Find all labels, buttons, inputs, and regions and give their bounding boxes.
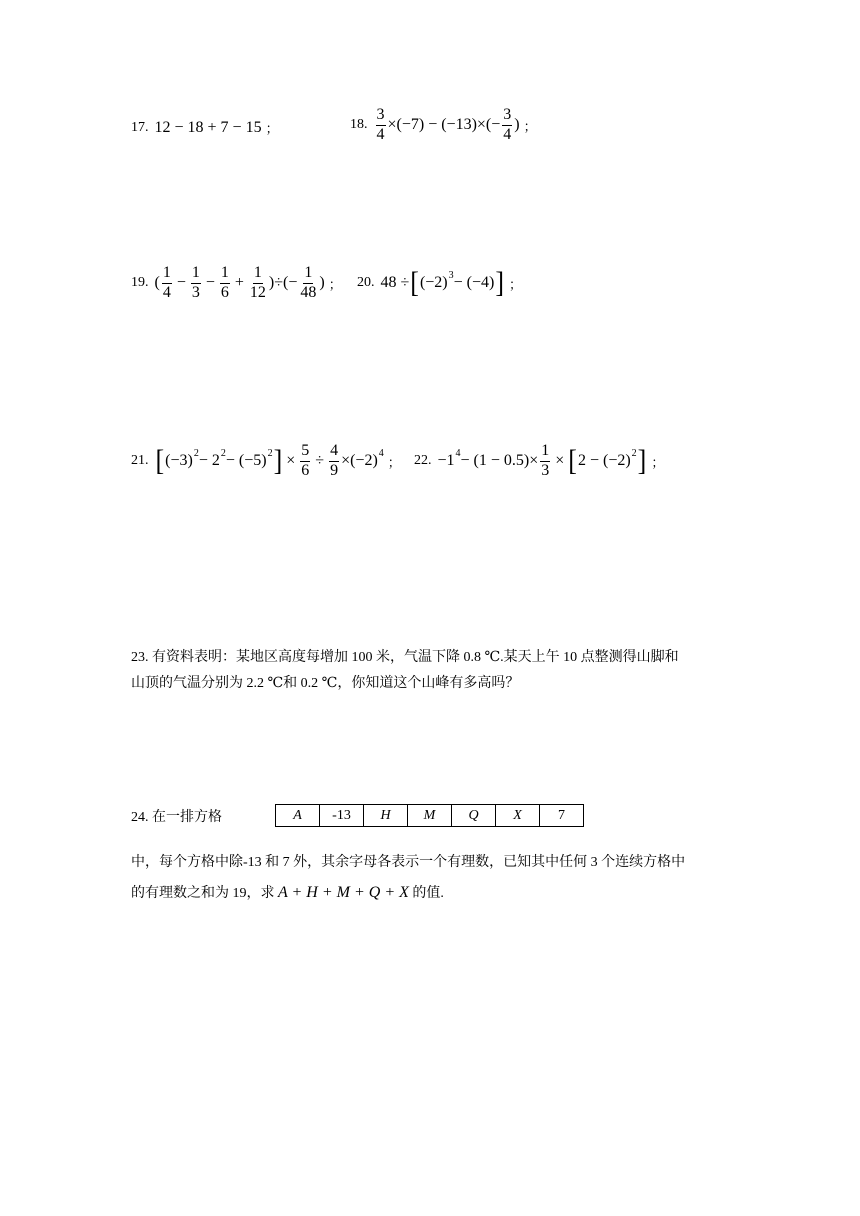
problem-17 [131,118,283,137]
problem-number: 17. [131,119,149,135]
semicolon: ； [265,121,279,136]
fraction: $\frac{4}{9}$ [330,442,339,479]
fraction: $\frac{3}{4}$ [503,106,512,143]
problem-23 [131,645,731,697]
fraction: $\frac{3}{4}$ [376,106,385,143]
fraction: $\frac{1}{4}$ [162,264,171,301]
exponent: 2 [631,447,637,459]
close-paren: ) [319,274,325,292]
problem-number: 20. [357,275,375,290]
times-sign: × [555,452,565,470]
semicolon: ； [387,454,401,470]
exponent: 2 [267,447,273,459]
problem-24-body [131,848,731,909]
problem-22 [414,443,668,480]
grid-cell: H [364,805,408,827]
left-bracket: [ [410,265,419,300]
problem-24-line-3 [131,878,731,909]
right-bracket: ] [637,444,647,478]
expression: (−2) [419,274,448,291]
semicolon: ； [328,276,342,292]
close-paren: ) [514,116,520,134]
expression: 2 − (−2) [577,452,631,470]
exponent: 4 [378,447,384,459]
problem-number: 22. [414,453,432,469]
number-grid [275,804,584,827]
expression: 48 ÷ [380,274,410,291]
fraction: $\frac{1}{3}$ [541,442,550,479]
expression: )÷(− [268,274,298,292]
open-paren: ( [154,274,160,292]
minus-sign: − [205,274,215,292]
fraction: $\frac{1}{3}$ [191,264,200,301]
expression: 12 − 18 + 7 − 15 [154,118,262,136]
right-bracket: ] [273,444,283,478]
fraction: $\frac{1}{6}$ [220,264,229,301]
exponent: 2 [220,447,226,459]
expression: − (−4) [453,274,495,291]
text: 的值. [412,886,444,901]
text: 的有理数之和为 19，求 [131,886,275,901]
minus-sign: − [176,274,186,292]
exponent: 4 [455,447,461,459]
right-bracket: ] [495,265,505,300]
problem-19 [131,265,346,302]
semicolon: ； [651,454,665,470]
problem-24-intro [131,804,222,827]
problem-24-line-2: 中，每个方格中除-13 和 7 外，其余字母各表示一个有理数，已知其中任何 3 个连续方格中 [131,855,686,870]
expression: − (−5) [225,452,267,470]
exponent: 2 [193,447,199,459]
expression: − 2 [198,452,220,470]
plus-sign: + [234,274,244,292]
expression: ×(−2) [341,452,378,470]
expression: A + H + M + Q + X [278,884,409,901]
problem-number: 19. [131,275,149,291]
left-bracket: [ [155,444,165,478]
fraction: $\frac{5}{6}$ [301,442,310,479]
grid-cell: M [408,805,452,827]
exponent: 3 [448,269,454,281]
grid-cell: -13 [320,805,364,827]
semicolon: ； [509,276,523,292]
grid-cell: Q [452,805,496,827]
semicolon: ； [523,118,537,134]
grid-cell: 7 [540,805,584,827]
divide-sign: ÷ [315,452,325,470]
problem-23-line-2: 山顶的气温分别为 2.2 ℃和 0.2 ℃，你知道这个山峰有多高吗？ [131,676,520,691]
fraction: $\frac{1}{12}$ [249,264,266,301]
expression: ×(−7) − (−13)×(− [387,116,501,134]
problem-number: 18. [350,117,368,133]
grid-cell: A [276,805,320,827]
left-bracket: [ [568,444,577,478]
fraction: $\frac{1}{48}$ [300,264,317,301]
times-sign: × [286,452,296,470]
problem-21 [131,443,405,480]
problem-24-intro-text: 24. 在一排方格 [131,809,222,825]
grid-cell: X [496,805,540,827]
problem-23-line-1: 23. 有资料表明：某地区高度每增加 100 米，气温下降 0.8 ℃.某天上午 10 点整测得山脚和 [131,650,679,665]
expression: (−3) [165,452,193,470]
expression: − (1 − 0.5)× [460,452,539,470]
problem-number: 21. [131,453,149,469]
problem-20 [357,265,526,300]
problem-18 [350,107,541,144]
expression: −1 [437,452,455,470]
